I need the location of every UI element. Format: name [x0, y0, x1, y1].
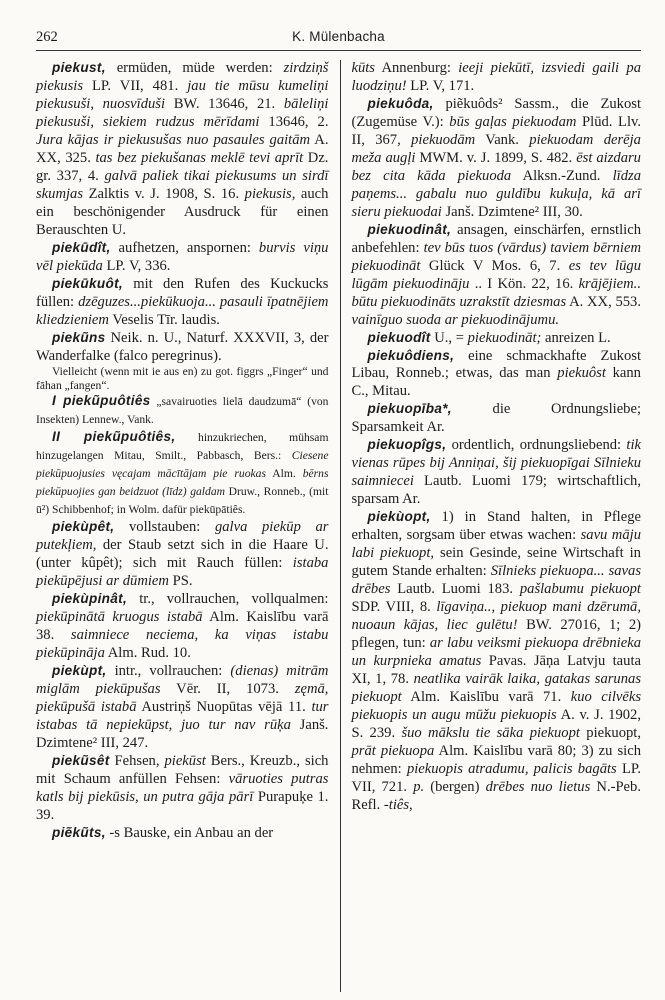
citation-text: prāt piekuopa: [351, 742, 435, 759]
headword: piẽkũts,: [52, 824, 106, 840]
definition-text: der Staub setzt sich in die Haare U. (unter kûpêt); sich mit Rauch füllen:: [36, 537, 329, 571]
definition-text: LP. VII, 481.: [83, 77, 188, 94]
citation-text: savu māju labi piekuopt,: [351, 527, 641, 562]
headword: piekūdît,: [52, 239, 111, 255]
small-text: „savairuoties lielā daudzumā“ (von Insekten) Lennew., Vank.: [36, 395, 329, 427]
headword: piekuopîgs,: [367, 437, 447, 453]
definition-text: Bers., Kreuzb., sich mit Schaum anfüllen Fehsen:: [36, 752, 329, 787]
definition-text: 13646, 2.: [259, 113, 329, 130]
citation-text: tik vienas rūpes bij Anniņai, šij piekuopīgai Sīlnieku saimniecei: [351, 437, 641, 490]
citation-text: ēst aizdaru bez cita kāda piekuoda: [351, 149, 641, 184]
citation-text: galvā paliek tikai piekusums un sirdī skumjas: [36, 167, 329, 202]
dictionary-entry: [351, 509, 641, 814]
citation-text: es tev lūgu lūgām piekuodināju: [351, 257, 641, 292]
page-number: 262: [36, 29, 58, 45]
headword: piekũns: [52, 329, 106, 345]
definition-text: BW. 27016, 1; 2) pflegen, tun:: [351, 617, 641, 651]
citation-text: neatlika vairāk laika, gatakas sarunas piekuopt: [351, 670, 641, 705]
dictionary-entry: [36, 429, 328, 519]
definition-text: PS.: [168, 572, 193, 589]
citation-text: vāruoties putras katls bij piekūsis, un putra gāja pārī: [36, 770, 329, 805]
citation-text: burvis viņu vēl piekūda: [36, 239, 329, 274]
dictionary-entry: [36, 591, 328, 663]
definition-text: -s Bauske, ein Anbau an der: [105, 824, 274, 841]
definition-text: Plūd. Llv. II, 367,: [351, 113, 641, 148]
definition-text: Neik. n. U., Naturf. XXXVII, 3, der Wanderfalke (falco peregrinus).: [36, 329, 329, 364]
definition-text: Annenburg:: [374, 60, 459, 76]
definition-text: intr., vollrauchen:: [106, 662, 231, 679]
definition-text: vollstauben:: [114, 519, 215, 536]
citation-text: līdza paņems... gabalu nuo guldību kukuļa, kā arī sieru piekuodai: [351, 167, 641, 220]
dictionary-entry: [351, 437, 641, 509]
citation-text: tur istabas tā nepiekūpst, juo tur nav rūķa: [36, 698, 329, 733]
dictionary-entry: [351, 330, 641, 348]
dictionary-entry: [36, 240, 328, 276]
definition-text: Alm. Kaislību varā 38.: [36, 608, 329, 643]
headword: piekùpêt,: [52, 519, 115, 535]
definition-text: LP. V, 336.: [102, 257, 171, 274]
dictionary-entry: [351, 401, 641, 437]
page-header: [36, 26, 641, 50]
definition-text: Janš. Dzimtene² III, 247.: [36, 716, 329, 751]
headword: piekuopība*,: [367, 401, 452, 417]
citation-text: istaba piekūpējusi ar dūmiem: [36, 555, 329, 589]
definition-text: LP. VII, 721.: [351, 760, 642, 795]
citation-text: ieeji piekūtī, izsviedi gaili pa luodziņu!: [351, 60, 641, 94]
citation-text: ar labu veiksmi piekuopa drēbnieka un kurpnieka amatus: [351, 635, 641, 669]
small-text: Alm.: [265, 467, 303, 481]
headword: piekùopt,: [367, 509, 431, 525]
headword: piekùpinât,: [52, 590, 128, 606]
dictionary-entry: [351, 222, 641, 330]
citation-text: tas bez piekušanas meklē tevi aprīt: [95, 149, 304, 166]
definition-text: sein Gesinde, seine Wirtschaft in gutem Stande erhalten:: [351, 545, 641, 580]
definition-text: .. I Kön. 22, 16.: [469, 275, 579, 292]
definition-text: ermüden, müde werden:: [105, 60, 284, 76]
definition-text: Glück V Mos. 6, 7.: [420, 257, 569, 274]
definition-text: Dz. gr. 337, 4.: [36, 149, 329, 184]
citation-text: piekusis,: [244, 185, 296, 202]
small-citation-text: Ciesene piekūpuojusies vęcajam mācītājam pie ruokas: [36, 449, 329, 481]
headword: piekuodinât,: [367, 221, 452, 237]
headword: piekūkuôt,: [52, 275, 123, 291]
headword: II piekũpuôtiês,: [52, 429, 176, 445]
header-rule: [36, 50, 641, 51]
citation-text: piekuodam derēja meža augļi: [351, 131, 641, 166]
citation-text: jau tie mūsu kumeliņi piekusuši, nuosvīduši: [36, 77, 329, 112]
definition-text: aufhetzen, anspornen:: [110, 239, 259, 256]
citation-text: piekuôst: [557, 365, 606, 382]
definition-text: ansagen, einschärfen, ernstlich anbefehlen:: [351, 221, 641, 256]
citation-text: drēbes nuo lietus: [485, 778, 591, 795]
dictionary-entry: [351, 96, 641, 222]
definition-text: Vēr. II, 1073.: [160, 680, 295, 697]
headword: I piekũpuôtiês: [52, 393, 151, 409]
headword: piekust,: [52, 60, 106, 75]
definition-text: Pavas. Jāņa Latvju tauta XI, 1, 78.: [351, 652, 641, 687]
definition-text: Fehsen,: [109, 752, 165, 769]
definition-text: SDP. VIII, 8.: [351, 599, 437, 616]
citation-text: p.: [413, 778, 425, 795]
definition-text: Vank.: [475, 131, 530, 148]
citation-text: piekūst: [164, 752, 206, 769]
citation-text: piekūpinātā kruogus istabā: [36, 608, 203, 625]
citation-text: zirdziņš piekusis: [36, 60, 329, 94]
citation-text: vainīguo suoda ar piekuodinājumu.: [351, 311, 560, 328]
definition-text: eine schmackhafte Zukost Libau, Ronneb.; etwas, das man: [351, 347, 641, 382]
definition-text: LP. V, 171.: [406, 77, 475, 94]
right-column: [340, 60, 641, 992]
citation-text: (dienas) mitrām miglām piekūpušas: [36, 662, 329, 697]
definition-text: kann C., Mitau.: [351, 365, 641, 400]
dictionary-entry: [36, 663, 328, 753]
definition-text: Alm. Rud. 10.: [104, 644, 191, 661]
citation-text: tev būs tuos (vārdus) taviem bērniem piekuodināt: [351, 239, 641, 274]
text-columns: [36, 60, 641, 992]
dictionary-entry: [351, 60, 641, 96]
citation-text: bāleliņi piekusuši, siekiem rudzus mērīdami: [36, 95, 329, 130]
definition-text: Vielleicht (wenn mit ie aus en) zu got. figgrs „Finger“ und fāhan „fangen“.: [36, 365, 329, 393]
small-citation-text: bērns piekūpuojies gan beidzuot (līdz) galdam: [36, 467, 329, 499]
dictionary-entry: [36, 825, 328, 843]
definition-text: (bergen): [424, 778, 486, 795]
dictionary-entry: [351, 348, 641, 402]
headword: piekuodît: [367, 329, 431, 345]
definition-text: die Ordnungsliebe; Sparsamkeit Ar.: [351, 401, 641, 436]
definition-text: auch ein beschönigender Ausdruck für einen Berauschten U.: [36, 185, 329, 238]
definition-text: Veselis Tīr. laudis.: [108, 311, 220, 328]
definition-text: MWM. v. J. 1899, S. 482.: [415, 149, 577, 166]
definition-text: N.-Peb. Refl.: [351, 778, 641, 813]
citation-text: krājējiem.. būtu piekuodināts uzrakstīt dziesmas: [351, 275, 641, 310]
definition-text: A. XX, 325.: [36, 131, 329, 166]
definition-text: A. XX, 553.: [566, 293, 642, 310]
citation-text: būs gaļas piekuodam: [449, 113, 577, 130]
citation-text: -tiês,: [383, 796, 413, 813]
dictionary-entry: [36, 330, 328, 366]
definition-text: mit den Rufen des Kuckucks füllen:: [36, 275, 329, 310]
dictionary-entry: [36, 60, 328, 240]
headword: piekuôda,: [367, 95, 434, 111]
citation-text: pašlabumu piekuopt: [519, 581, 641, 598]
definition-text: A. v. J. 1902, S. 239.: [351, 706, 641, 741]
running-head: K. Mülenbacha: [292, 29, 385, 44]
definition-text: Lautb. Luomi 183.: [390, 581, 520, 598]
definition-text: Zalktis v. J. 1908, S. 16.: [83, 185, 245, 202]
citation-text: zęmā, piekūpušā istabā: [36, 680, 329, 715]
definition-text: tr., vollrauchen, vollqualmen:: [127, 590, 329, 607]
small-text: Druw., Ronneb., (mit ū²) Schibbenhof; in Wolm. dafür piekūpātiês.: [36, 485, 329, 517]
headword: piekũsêt: [52, 752, 110, 768]
citation-text: piekuodināt;: [467, 329, 542, 346]
dictionary-entry: [36, 393, 328, 429]
definition-text: anreizen L.: [541, 329, 611, 346]
citation-text: piekuodām: [411, 131, 476, 148]
citation-text: šuo mākslu tie sāka piekuopt: [401, 724, 580, 741]
citation-text: piekuopis atradumu, palicis bagāts: [406, 760, 617, 777]
definition-text: Janš. Dzimtene² III, 30.: [441, 203, 583, 220]
headword: piekùpt,: [52, 662, 107, 678]
definition-text: Alm. Kaislību varā 80; 3) zu sich nehmen:: [351, 742, 641, 777]
citation-text: Jura kājas ir piekusušas nuo pasaules gaitām: [36, 131, 311, 148]
definition-text: piekuopt,: [579, 724, 641, 741]
definition-text: piẽkuôds² Sassm., die Zukost (Zugemüse V.):: [351, 95, 641, 130]
citation-text: saimniece neciета, ka viņas istabu piekūpināja: [36, 626, 329, 661]
definition-text: ordentlich, ordnungsliebend:: [446, 437, 627, 454]
dictionary-entry: [36, 753, 328, 825]
definition-text: Lautb. Luomi 179; wirtschaftlich, sparsam Ar.: [351, 473, 641, 508]
citation-text: kūts: [351, 60, 375, 76]
dictionary-entry: [36, 519, 328, 591]
definition-text: Austriņš Nuopūtas vējā 11.: [136, 698, 312, 715]
citation-text: līgaviņa.., piekuop mani dzērumā, nuoaun kājas, liec gulētu!: [351, 599, 641, 634]
headword: piekuôdiens,: [367, 347, 455, 363]
citation-text: kuo cilvēks piekuopis un augu mūžu piekuopis: [351, 688, 642, 723]
definition-text: U., =: [430, 329, 468, 346]
small-text: hinzukriechen, mühsam hinzugelangen Mitau, Smilt., Pabbasch, Bers.:: [36, 431, 329, 463]
citation-text: dzēguzes...piekūkuoja... pasauli īpatnējiem kliedzieniem: [36, 293, 329, 328]
left-column: [36, 60, 328, 992]
definition-text: 1) in Stand halten, in Pflege erhalten, sorgsam über etwas wachen:: [351, 509, 641, 544]
definition-text: Alm. Kaislību varā 71.: [401, 688, 571, 705]
definition-text: Alksn.-Zund.: [511, 167, 613, 184]
citation-text: Sīlnieks piekuopa... savas drēbes: [351, 563, 641, 598]
dictionary-entry: [36, 365, 328, 393]
dictionary-entry: [36, 276, 328, 330]
citation-text: galva piekūp ar putekļiem,: [36, 519, 329, 554]
definition-text: BW. 13646, 21.: [165, 95, 284, 112]
definition-text: Purapuķe 1. 39.: [36, 788, 329, 823]
